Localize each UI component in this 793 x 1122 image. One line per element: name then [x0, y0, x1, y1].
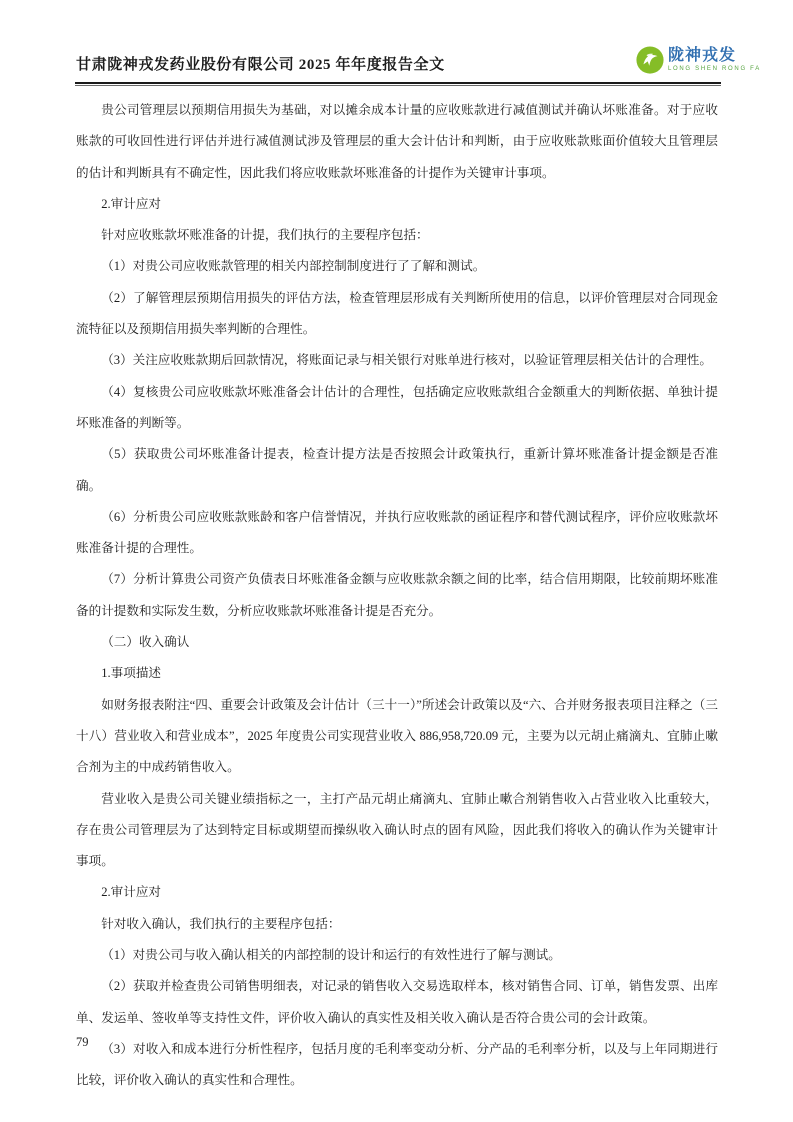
- page-header-title: 甘肃陇神戎发药业股份有限公司 2025 年年度报告全文: [76, 57, 445, 73]
- paragraph: （6）分析贵公司应收账款账龄和客户信誉情况，并执行应收账款的函证程序和替代测试程序，评价应收账款坏账准备计提的合理性。: [76, 509, 718, 556]
- paragraph: 针对应收账款坏账准备的计提，我们执行的主要程序包括：: [101, 228, 429, 243]
- paragraph: 如财务报表附注“四、重要会计政策及会计估计（三十一）”所述会计政策以及“六、合并财务报表项目注释之（三十八）营业收入和营业成本”，2025 年度贵公司实现营业收入 886,958,720.09 元，主要为以元胡止痛滴丸、宜肺止嗽合剂为主的中成药销售收入。: [76, 697, 718, 775]
- logo-text: [668, 46, 761, 72]
- paragraph: （7）分析计算贵公司资产负债表日坏账准备金额与应收账款余额之间的比率，结合信用期限，比较前期坏账准备的计提数和实际发生数，分析应收账款坏账准备计提是否充分。: [76, 572, 718, 618]
- logo-subtitle: LONG SHEN RONG FA: [668, 65, 761, 72]
- paragraph: （2）获取并检查贵公司销售明细表，对记录的销售收入交易选取样本，核对销售合同、订单，销售发票、出库单、发运单、签收单等支持性文件，评价收入确认的真实性及相关收入确认是否符合贵公司的会计政策。: [76, 979, 718, 1025]
- paragraph: 2.审计应对: [101, 196, 162, 211]
- paragraph: 针对收入确认，我们执行的主要程序包括：: [101, 916, 341, 931]
- document-body: [76, 95, 718, 1097]
- page-number: 79: [76, 1035, 89, 1049]
- header-divider: [75, 82, 721, 86]
- paragraph: 营业收入是贵公司关键业绩指标之一，主打产品元胡止痛滴丸、宜肺止嗽合剂销售收入占营业收入比重较大，存在贵公司管理层为了达到特定目标或期望而操纵收入确认时点的固有风险，因此我们将收入的确认作为关键审计事项。: [76, 791, 718, 869]
- company-logo: [636, 46, 761, 74]
- paragraph: 2.审计应对: [101, 885, 162, 900]
- paragraph: （4）复核贵公司应收账款坏账准备会计估计的合理性，包括确定应收账款组合金额重大的判断依据、单独计提坏账准备的判断等。: [76, 384, 718, 430]
- paragraph: 贵公司管理层以预期信用损失为基础，对以摊余成本计量的应收账款进行减值测试并确认坏账准备。对于应收账款的可收回性进行评估并进行减值测试涉及管理层的重大会计估计和判断，由于应收账款账面价值较大且管理层的估计和判断具有不确定性，因此我们将应收账款坏账准备的计提作为关键审计事项。: [76, 103, 718, 180]
- paragraph: （二）收入确认: [101, 635, 190, 650]
- paragraph: （1）对贵公司应收账款管理的相关内部控制制度进行了了解和测试。: [101, 259, 486, 274]
- paragraph: （5）获取贵公司坏账准备计提表，检查计提方法是否按照会计政策执行，重新计算坏账准备计提金额是否准确。: [76, 447, 718, 493]
- logo-wordmark: 陇神戎发: [668, 47, 737, 64]
- paragraph: 1.事项描述: [101, 666, 162, 681]
- paragraph: （1）对贵公司与收入确认相关的内部控制的设计和运行的有效性进行了解与测试。: [101, 948, 561, 963]
- longshen-logo-icon: [636, 46, 664, 74]
- paragraph: （2）了解管理层预期信用损失的评估方法，检查管理层形成有关判断所使用的信息，以评价管理层对合同现金流特征以及预期信用损失率判断的合理性。: [76, 290, 718, 337]
- paragraph: （3）对收入和成本进行分析性程序，包括月度的毛利率变动分析、分产品的毛利率分析，以及与上年同期进行比较，评价收入确认的真实性和合理性。: [76, 1041, 718, 1088]
- paragraph: （3）关注应收账款期后回款情况，将账面记录与相关银行对账单进行核对，以验证管理层相关估计的合理性。: [101, 353, 712, 368]
